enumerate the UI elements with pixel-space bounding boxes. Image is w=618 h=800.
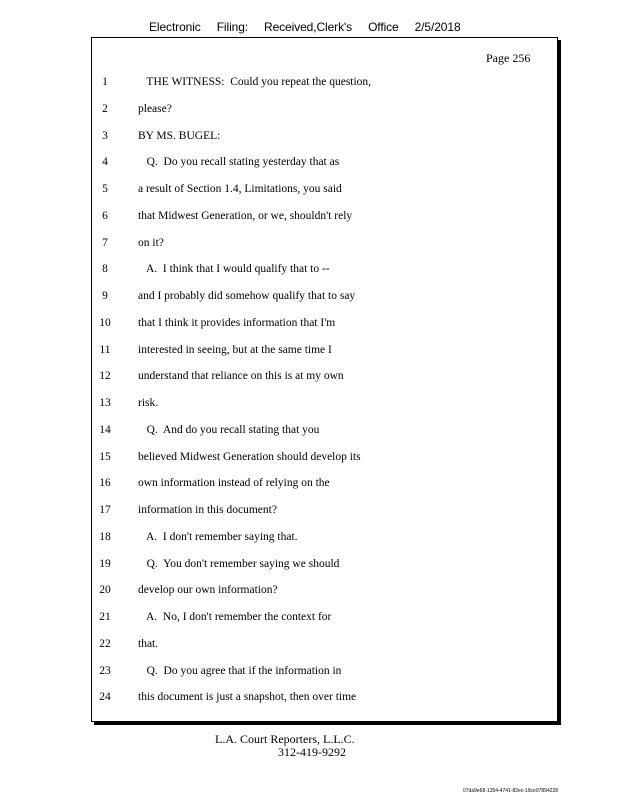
line-number: 18: [99, 530, 111, 543]
line-number: 13: [99, 397, 111, 409]
transcript-line: [0, 691, 618, 709]
line-number: 2: [102, 102, 108, 115]
transcript-line: [0, 317, 618, 335]
line-number: 20: [99, 584, 111, 597]
filing-word: Office: [368, 20, 399, 34]
transcript-line: [0, 504, 618, 522]
reporter-company: L.A. Court Reporters, L.L.C.: [215, 732, 355, 746]
transcript-line: [0, 237, 618, 255]
reporter-phone: 312-419-9292: [278, 745, 346, 759]
transcript-line: [0, 451, 618, 469]
line-text: A. I think that I would qualify that to --: [138, 263, 330, 276]
line-text: own information instead of relying on the: [138, 477, 330, 490]
line-number: 1: [102, 76, 108, 88]
line-text: that I think it provides information that I'm: [138, 316, 336, 329]
transcript-line: [0, 665, 618, 683]
transcript-line: [0, 290, 618, 308]
line-number: 5: [102, 183, 108, 195]
transcript-line: [0, 477, 618, 495]
transcript-line: [0, 263, 618, 281]
footer: [215, 733, 355, 759]
line-text: Q. Do you agree that if the information in: [138, 664, 342, 677]
line-text: THE WITNESS: Could you repeat the question,: [138, 76, 372, 88]
transcript-line: [0, 210, 618, 228]
transcript-line: [0, 76, 618, 94]
line-number: 4: [102, 156, 108, 169]
filing-word: Electronic: [149, 20, 201, 34]
line-number: 6: [102, 209, 108, 222]
transcript-line: [0, 397, 618, 415]
line-text: interested in seeing, but at the same time I: [138, 343, 332, 356]
line-number: 16: [99, 477, 111, 490]
line-text: develop our own information?: [138, 584, 278, 597]
line-text: information in this document?: [138, 504, 277, 516]
line-text: BY MS. BUGEL:: [138, 129, 221, 142]
transcript-line: [0, 558, 618, 576]
line-number: 17: [99, 504, 111, 516]
line-text: believed Midwest Generation should develop its: [138, 450, 361, 463]
line-number: 3: [102, 129, 108, 142]
line-text: this document is just a snapshot, then over time: [138, 691, 357, 704]
line-text: A. I don't remember saying that.: [138, 530, 298, 543]
filing-word: Filing:: [216, 20, 249, 34]
transcript-line: [0, 103, 618, 121]
transcript-line: [0, 130, 618, 148]
filing-word: Received,Clerk's: [264, 20, 353, 34]
line-text: that.: [138, 637, 159, 650]
transcript-line: [0, 531, 618, 549]
line-text: Q. Do you recall stating yesterday that as: [138, 156, 340, 169]
line-number: 8: [102, 263, 108, 276]
line-number: 14: [99, 423, 111, 436]
line-text: that Midwest Generation, or we, shouldn't rely: [138, 209, 353, 222]
transcript-line: [0, 424, 618, 442]
transcript-line: [0, 344, 618, 362]
transcript-line: [0, 638, 618, 656]
filing-stamp: [149, 20, 461, 34]
line-text: risk.: [138, 397, 159, 409]
transcript-line: [0, 370, 618, 388]
line-number: 11: [99, 343, 111, 356]
transcript-line: [0, 183, 618, 201]
document-id: 07da9e68-1354-4741-82ec-19ce97894228: [463, 788, 559, 794]
line-text: a result of Section 1.4, Limitations, you said: [138, 183, 342, 195]
line-number: 24: [99, 691, 111, 704]
line-text: A. No, I don't remember the context for: [138, 611, 332, 623]
line-number: 23: [99, 664, 111, 677]
line-text: Q. And do you recall stating that you: [138, 423, 320, 436]
line-number: 15: [99, 450, 111, 463]
line-number: 19: [99, 557, 111, 570]
line-text: on it?: [138, 236, 164, 249]
line-number: 12: [99, 370, 111, 383]
line-number: 22: [99, 637, 111, 650]
transcript-line: [0, 156, 618, 174]
line-text: and I probably did somehow qualify that to say: [138, 290, 356, 302]
filing-date: 2/5/2018: [414, 20, 461, 34]
line-number: 7: [102, 236, 108, 249]
line-text: please?: [138, 102, 172, 115]
line-text: understand that reliance on this is at my own: [138, 370, 344, 383]
transcript-line: [0, 584, 618, 602]
line-number: 10: [99, 316, 111, 329]
line-text: Q. You don't remember saying we should: [138, 557, 340, 570]
line-number: 9: [102, 290, 108, 302]
page-number: Page 256: [486, 51, 531, 65]
line-number: 21: [99, 611, 111, 623]
transcript-line: [0, 611, 618, 629]
